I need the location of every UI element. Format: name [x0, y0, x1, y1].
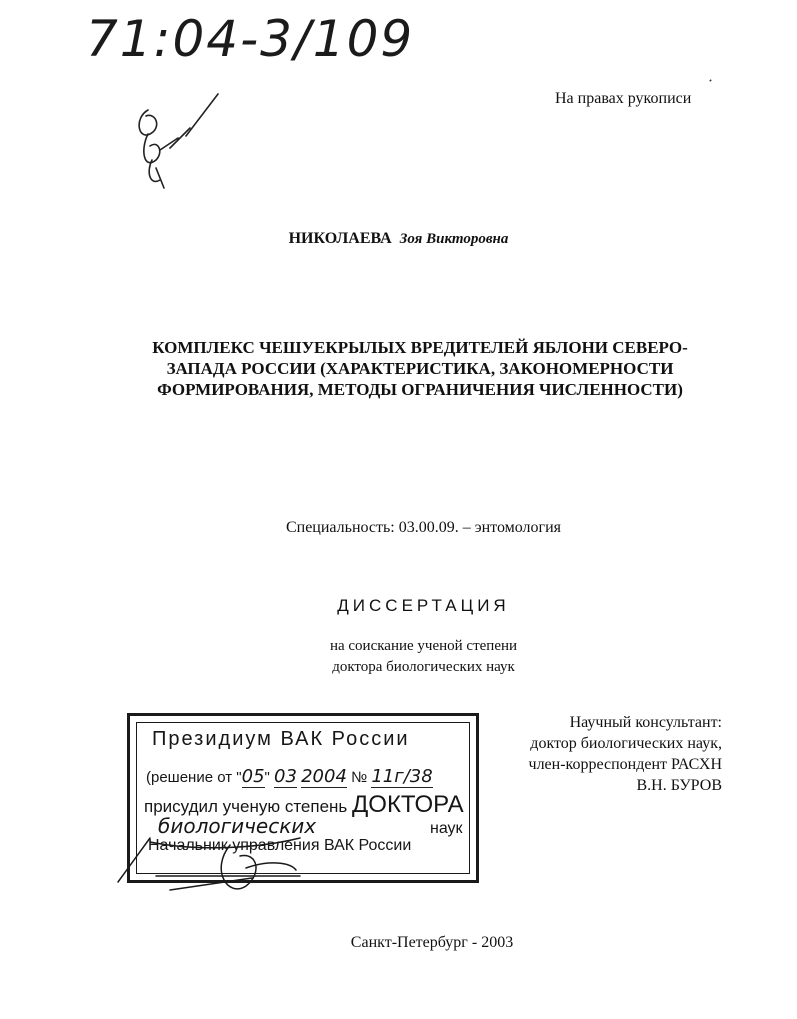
document-type: ДИССЕРТАЦИЯ — [337, 596, 510, 615]
author-surname: НИКОЛАЕВА — [288, 230, 392, 247]
title-line: КОМПЛЕКС ЧЕШУЕКРЫЛЫХ ВРЕДИТЕЛЕЙ ЯБЛОНИ СЕВЕРО- — [152, 338, 688, 357]
decision-number: 11г/38 — [371, 766, 433, 787]
stamp-signature — [118, 838, 300, 890]
consultant-line: В.Н. БУРОВ — [636, 777, 722, 794]
consultant-line: доктор биологических наук, — [530, 735, 722, 752]
stamp-head-of-department: Начальник управления ВАК России — [148, 837, 412, 854]
stamp-title: Президиум ВАК России — [152, 728, 410, 750]
specialty: Специальность: 03.00.09. – энтомология — [285, 519, 562, 536]
author-given-names: Зоя Викторовна — [399, 231, 509, 247]
number-label: № — [351, 769, 368, 786]
stamp-decision-line: (решение от "05" 03 2004 № 11г/38 — [146, 766, 433, 787]
title-line: ЗАПАДА РОССИИ (ХАРАКТЕРИСТИКА, ЗАКОНОМЕРНОСТИ — [166, 359, 674, 378]
archive-number: 71:04-3/109 — [86, 10, 415, 68]
decision-day: 05 — [241, 766, 265, 787]
consultant-line: Научный консультант: — [569, 714, 722, 731]
title-line: ФОРМИРОВАНИЯ, МЕТОДЫ ОГРАНИЧЕНИЯ ЧИСЛЕННОСТИ) — [157, 380, 683, 399]
degree-line: на соискание ученой степени — [329, 638, 518, 654]
awarded-text: присудил ученую степень — [144, 797, 348, 816]
city-and-year: Санкт-Петербург - 2003 — [350, 934, 514, 951]
awarded-degree: ДОКТОРА — [352, 791, 464, 818]
decision-prefix: (решение от — [146, 769, 233, 786]
stamp-field-handwritten: биологических — [158, 814, 317, 838]
decision-month: 03 — [274, 766, 297, 787]
degree-line: доктора биологических наук — [332, 659, 515, 675]
manuscript-rights-note: На правах рукописи — [555, 90, 692, 107]
decision-year: 2004 — [301, 766, 347, 787]
stamp-sciences-label: наук — [430, 820, 463, 837]
stray-mark — [710, 80, 711, 81]
consultant-line: член-корреспондент РАСХН — [528, 756, 722, 773]
margin-signature — [139, 94, 218, 188]
